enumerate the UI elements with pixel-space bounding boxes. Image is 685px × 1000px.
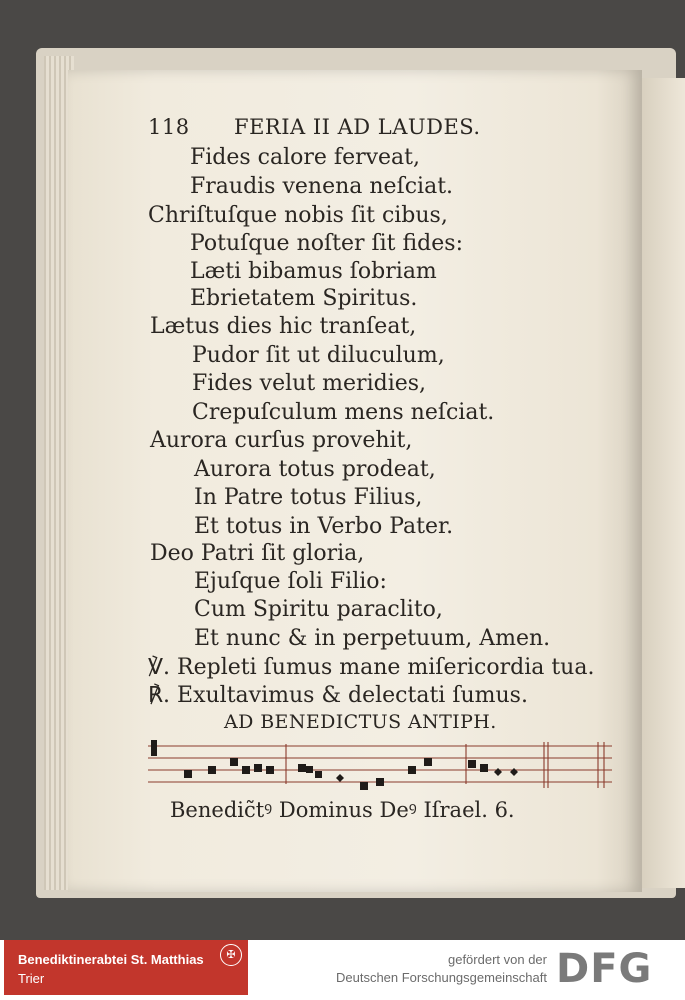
verse-line: Aurora curſus provehit, [150, 428, 413, 453]
verse-line: Crepuſculum mens neſciat. [192, 400, 495, 425]
verse-line: Et nunc & in perpetuum, Amen. [194, 626, 551, 651]
chant-notation [146, 738, 614, 794]
verse-line: Chriſtuſque nobis ſit cibus, [148, 203, 448, 228]
response: ℟. Exultavimus & delectati ſumus. [148, 683, 528, 708]
verse-line: Aurora totus prodeat, [194, 457, 436, 482]
verse-line: Fraudis venena neſciat. [190, 174, 454, 199]
funding-credit [336, 951, 547, 987]
verse-line: Fides calore ferveat, [190, 145, 421, 170]
verse-line: Cum Spiritu paraclito, [194, 597, 443, 622]
library-name: Benediktinerabtei St. Matthias [18, 952, 204, 967]
verse-line: Lætus dies hic tranſeat, [150, 314, 417, 339]
verse-line: Ebrietatem Spiritus. [190, 286, 418, 311]
chant-lyrics: Benedic̃tꝰ Dominus Deꝰ Iſrael. 6. [170, 798, 515, 822]
library-badge[interactable] [4, 940, 248, 995]
verse-line: Pudor ſit ut diluculum, [192, 343, 445, 368]
antiphon-caption: AD BENEDICTUS ANTIPH. [224, 711, 497, 733]
funding-line: gefördert von der [447, 952, 547, 967]
page-number: 118 [148, 115, 190, 139]
library-city: Trier [18, 971, 45, 986]
funding-org: Deutschen Forschungsgemeinschaft [335, 970, 547, 985]
verse-line: In Patre totus Filius, [194, 485, 423, 510]
verse-line: Fides velut meridies, [192, 371, 427, 396]
verse-line: Ejuſque ſoli Filio: [194, 569, 387, 594]
header-title: FERIA II AD LAUDES. [234, 115, 481, 139]
versicle: ℣. Repleti ſumus mane miſericordia tua. [148, 655, 595, 680]
verse-line: Potuſque noſter ſit fides: [190, 231, 463, 256]
verse-line: Læti bibamus ſobriam [190, 259, 437, 284]
dfg-logo[interactable]: DFG [556, 946, 653, 992]
verse-line: Deo Patri ſit gloria, [150, 541, 365, 566]
verse-line: Et totus in Verbo Pater. [194, 514, 454, 539]
abbey-logo-icon: ✠ [220, 944, 242, 966]
